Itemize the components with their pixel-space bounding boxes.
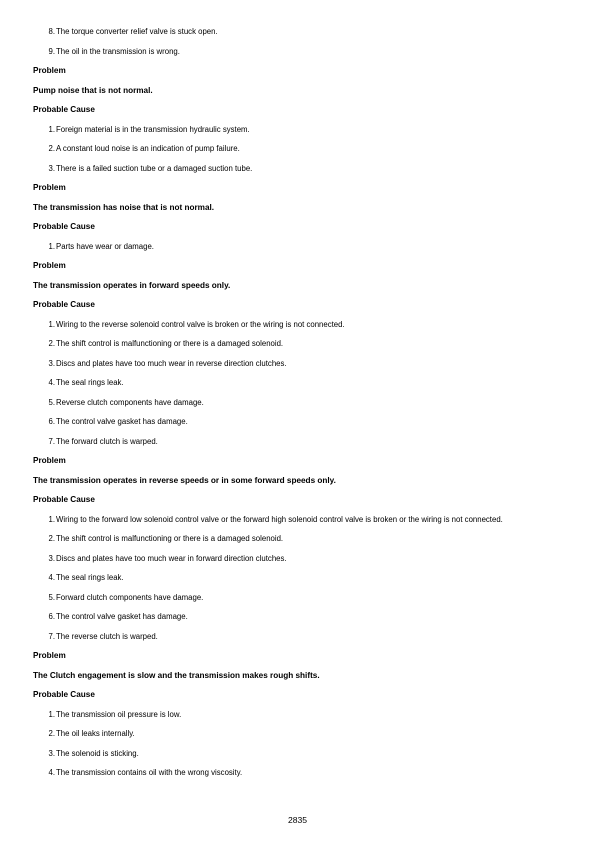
problem-section (33, 651, 563, 778)
item-number: 3. (48, 553, 55, 563)
cause-item (33, 593, 563, 603)
probable-cause-heading: Probable Cause (33, 300, 95, 309)
cause-item (33, 768, 563, 778)
item-number: 3. (48, 748, 55, 758)
item-number: 2. (48, 534, 55, 543)
problem-statement: The transmission has noise that is not normal. (33, 202, 215, 212)
probable-cause-heading: Probable Cause (33, 690, 95, 699)
item-text: The control valve gasket has damage. (56, 417, 188, 426)
problem-statement: The Clutch engagement is slow and the transmission makes rough shifts. (33, 670, 320, 680)
item-number: 8. (48, 27, 55, 36)
item-number: 2. (48, 144, 55, 153)
item-text: The shift control is malfunctioning or there is a damaged solenoid. (56, 534, 284, 543)
item-text: The transmission oil pressure is low. (56, 709, 182, 719)
cause-item (33, 144, 563, 154)
cause-item (33, 729, 563, 739)
item-text: Wiring to the reverse solenoid control valve is broken or the wiring is not connected. (56, 319, 345, 329)
cause-item (33, 710, 563, 720)
cause-item (33, 359, 563, 369)
intro-cause-list (33, 27, 563, 57)
item-text: Discs and plates have too much wear in forward direction clutches. (56, 553, 287, 563)
cause-item (33, 164, 563, 174)
item-text: The seal rings leak. (56, 573, 124, 582)
cause-list (33, 242, 563, 252)
problem-statement: Pump noise that is not normal. (33, 85, 153, 95)
item-text: Wiring to the forward low solenoid control valve or the forward high solenoid control valve is broken or the wiring is not connected. (56, 514, 503, 524)
item-text: Reverse clutch components have damage. (56, 397, 204, 407)
item-number: 1. (48, 709, 55, 719)
item-number: 1. (48, 514, 55, 524)
cause-list (33, 125, 563, 174)
cause-item (33, 378, 563, 388)
item-number: 9. (48, 46, 55, 56)
cause-item (33, 632, 563, 642)
problem-section (33, 261, 563, 447)
problem-heading: Problem (33, 183, 66, 192)
cause-list (33, 320, 563, 447)
item-text: Discs and plates have too much wear in reverse direction clutches. (56, 358, 287, 368)
cause-item (33, 339, 563, 349)
item-text: There is a failed suction tube or a damaged suction tube. (56, 163, 253, 173)
item-text: The seal rings leak. (56, 378, 124, 387)
cause-item (33, 554, 563, 564)
cause-item (33, 27, 563, 37)
cause-item (33, 320, 563, 330)
item-text: The transmission contains oil with the wrong viscosity. (56, 768, 243, 777)
problem-heading: Problem (33, 66, 66, 75)
item-text: The solenoid is sticking. (56, 748, 139, 758)
probable-cause-heading: Probable Cause (33, 222, 95, 231)
item-text: The oil in the transmission is wrong. (56, 46, 180, 56)
cause-item (33, 437, 563, 447)
item-number: 4. (48, 768, 55, 777)
cause-item (33, 47, 563, 57)
item-number: 1. (48, 124, 55, 134)
cause-item (33, 242, 563, 252)
problem-statement: The transmission operates in reverse speeds or in some forward speeds only. (33, 475, 336, 485)
cause-item (33, 515, 563, 525)
cause-item (33, 398, 563, 408)
item-text: The forward clutch is warped. (56, 436, 158, 446)
problem-section (33, 66, 563, 174)
probable-cause-heading: Probable Cause (33, 105, 95, 114)
cause-item (33, 417, 563, 427)
item-text: The oil leaks internally. (56, 729, 135, 738)
item-number: 1. (48, 241, 55, 251)
item-number: 2. (48, 729, 55, 738)
page-number: 2835 (287, 815, 308, 825)
problem-heading: Problem (33, 261, 66, 270)
cause-item (33, 749, 563, 759)
item-text: Parts have wear or damage. (56, 241, 154, 251)
item-number: 7. (48, 436, 55, 446)
cause-item (33, 612, 563, 622)
item-text: The torque converter relief valve is stuck open. (56, 27, 218, 36)
problem-section (33, 456, 563, 642)
cause-item (33, 125, 563, 135)
item-text: Foreign material is in the transmission hydraulic system. (56, 124, 250, 134)
item-number: 3. (48, 163, 55, 173)
item-number: 6. (48, 417, 55, 426)
cause-list (33, 710, 563, 779)
problem-section (33, 183, 563, 252)
cause-item (33, 573, 563, 583)
item-number: 7. (48, 631, 55, 641)
item-number: 2. (48, 339, 55, 348)
problem-heading: Problem (33, 456, 66, 465)
item-text: The control valve gasket has damage. (56, 612, 188, 621)
item-number: 6. (48, 612, 55, 621)
item-number: 5. (48, 592, 55, 602)
item-text: The shift control is malfunctioning or there is a damaged solenoid. (56, 339, 284, 348)
item-number: 3. (48, 358, 55, 368)
item-text: Forward clutch components have damage. (56, 592, 204, 602)
document-body (33, 27, 563, 788)
item-text: The reverse clutch is warped. (56, 631, 158, 641)
problem-statement: The transmission operates in forward speeds only. (33, 280, 231, 290)
item-number: 1. (48, 319, 55, 329)
item-number: 5. (48, 397, 55, 407)
item-number: 4. (48, 573, 55, 582)
probable-cause-heading: Probable Cause (33, 495, 95, 504)
item-text: A constant loud noise is an indication of pump failure. (56, 144, 240, 153)
cause-list (33, 515, 563, 642)
problem-heading: Problem (33, 651, 66, 660)
item-number: 4. (48, 378, 55, 387)
cause-item (33, 534, 563, 544)
